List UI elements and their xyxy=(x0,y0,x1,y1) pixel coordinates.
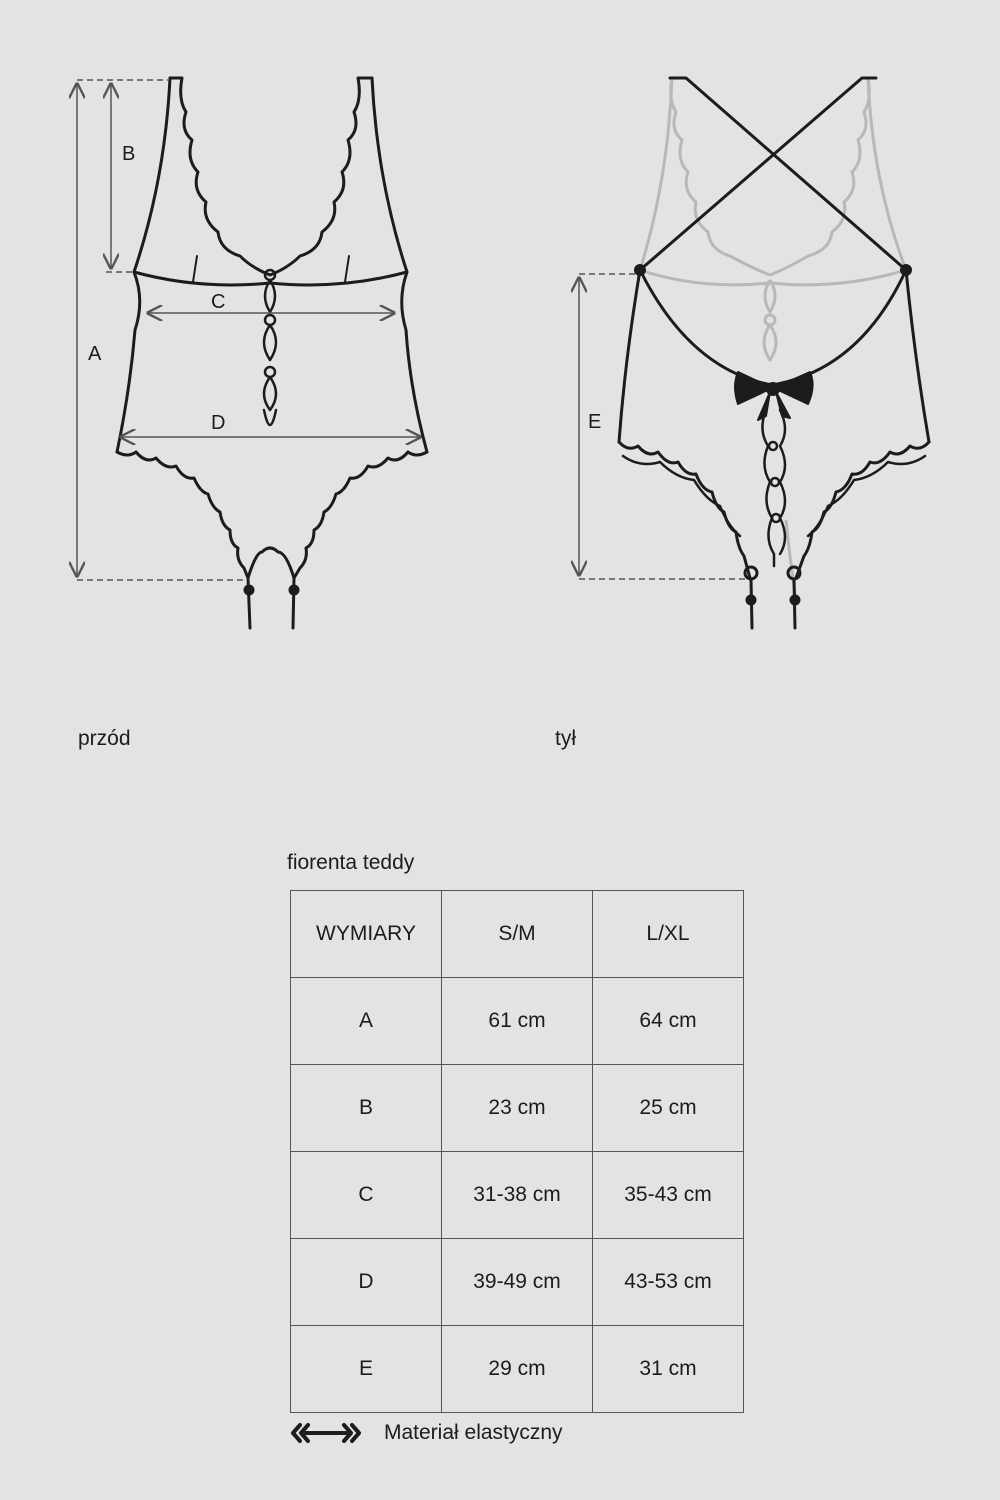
table-cell: 31-38 cm xyxy=(442,1152,593,1239)
back-measurements xyxy=(579,274,748,579)
dimension-c-letter: C xyxy=(211,291,226,313)
front-neckline xyxy=(170,78,372,275)
table-cell: A xyxy=(291,978,442,1065)
table-row xyxy=(291,1326,744,1413)
table-row xyxy=(291,1152,744,1239)
table-cell: 23 cm xyxy=(442,1065,593,1152)
garment-diagram xyxy=(0,0,1000,700)
back-cross-strap-2 xyxy=(640,78,876,270)
table-cell: 43-53 cm xyxy=(593,1239,744,1326)
back-lacing xyxy=(762,410,785,566)
table-row xyxy=(291,1239,744,1326)
table-cell: 39-49 cm xyxy=(442,1239,593,1326)
header-cell: WYMIARY xyxy=(291,891,442,978)
legend xyxy=(290,1418,563,1448)
front-crotch xyxy=(248,548,294,578)
front-left-side xyxy=(117,78,170,452)
front-view xyxy=(117,78,427,628)
table-cell: B xyxy=(291,1065,442,1152)
front-right-leg-lace xyxy=(294,452,427,578)
header-cell: S/M xyxy=(442,891,593,978)
table-row xyxy=(291,1065,744,1152)
legend-text: Materiał elastyczny xyxy=(384,1421,563,1444)
table-title: fiorenta teddy xyxy=(287,851,415,874)
table-cell: 29 cm xyxy=(442,1326,593,1413)
front-left-leg-lace xyxy=(117,452,248,578)
dimension-e-letter: E xyxy=(588,411,602,433)
double-arrow-stretch-icon xyxy=(290,1422,362,1444)
front-center-lacing xyxy=(264,270,276,425)
table-cell: 25 cm xyxy=(593,1065,744,1152)
back-right-side xyxy=(906,270,929,442)
dimension-a-letter: A xyxy=(88,343,102,365)
back-view-label: tył xyxy=(555,727,576,750)
table-cell: D xyxy=(291,1239,442,1326)
size-table xyxy=(290,890,744,1413)
table-cell: 64 cm xyxy=(593,978,744,1065)
table-cell: C xyxy=(291,1152,442,1239)
table-cell: E xyxy=(291,1326,442,1413)
table-header-row xyxy=(291,891,744,978)
table-cell: 61 cm xyxy=(442,978,593,1065)
dimension-b-letter: B xyxy=(122,143,136,165)
table-cell: 31 cm xyxy=(593,1326,744,1413)
dimension-d-letter: D xyxy=(211,412,226,434)
front-view-label: przód xyxy=(78,727,131,750)
table-row xyxy=(291,978,744,1065)
front-right-side xyxy=(372,78,427,452)
back-left-side xyxy=(619,270,640,442)
header-cell: L/XL xyxy=(593,891,744,978)
back-bow xyxy=(735,372,813,420)
table-cell: 35-43 cm xyxy=(593,1152,744,1239)
